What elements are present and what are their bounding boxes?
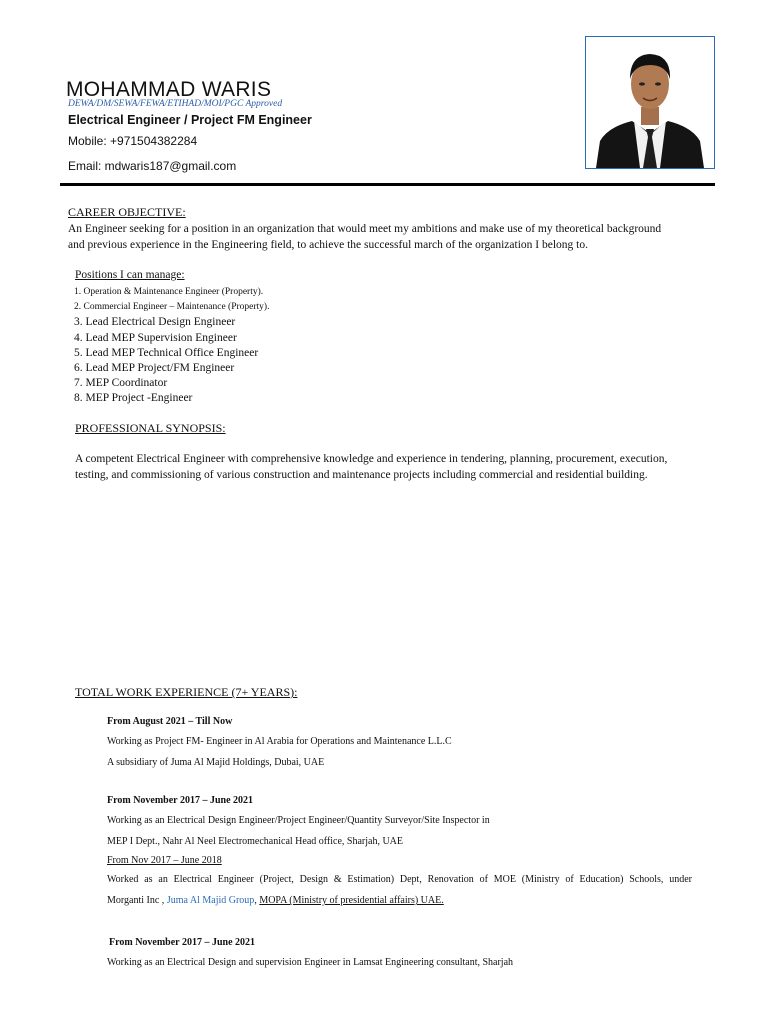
job-title: Electrical Engineer / Project FM Engineer — [68, 113, 312, 127]
positions-list — [74, 285, 269, 407]
synopsis-text — [75, 451, 725, 483]
job-description: MEP I Dept., Nahr Al Neel Electromechanical Head office, Sharjah, UAE — [107, 836, 404, 847]
profile-photo — [585, 36, 715, 169]
header-divider — [60, 183, 715, 186]
mopa-link[interactable]: MOPA (Ministry of presidential affairs) UAE. — [259, 895, 444, 906]
synopsis-heading: PROFESSIONAL SYNOPSIS: — [75, 421, 226, 435]
job-period: From November 2017 – June 2021 — [109, 937, 256, 948]
list-item: 8. MEP Project -Engineer — [74, 392, 193, 405]
job-sub-period: From Nov 2017 – June 2018 — [107, 855, 222, 866]
career-objective-heading: CAREER OBJECTIVE: — [68, 205, 186, 219]
career-objective-line: An Engineer seeking for a position in an organization that would meet my ambitions and make use of my theoretical background — [68, 223, 662, 235]
portrait-illustration — [586, 37, 714, 168]
job-period: From August 2021 – Till Now — [107, 716, 233, 727]
list-item: 5. Lead MEP Technical Office Engineer — [74, 346, 259, 359]
job-description: Working as Project FM- Engineer in Al Arabia for Operations and Maintenance L.L.C — [107, 736, 452, 747]
company-text: Morganti Inc , — [107, 895, 165, 906]
list-item: 4. Lead MEP Supervision Engineer — [74, 331, 237, 344]
synopsis-line: A competent Electrical Engineer with comprehensive knowledge and experience in tendering, planning, procurement, execution, — [75, 453, 668, 465]
list-item: 3. Lead Electrical Design Engineer — [74, 316, 236, 329]
job-description: Worked as an Electrical Engineer (Project, Design & Estimation) Dept, Renovation of MOE (Ministry of Education) Schools, under — [107, 874, 692, 885]
list-item: 6. Lead MEP Project/FM Engineer — [74, 362, 235, 375]
job-description — [107, 895, 444, 906]
job-description: Working as an Electrical Design and supervision Engineer in Lamsat Engineering consultant, Sharjah — [107, 957, 514, 968]
list-item: 1. Operation & Maintenance Engineer (Property). — [74, 287, 264, 297]
job-description: A subsidiary of Juma Al Majid Holdings, Dubai, UAE — [107, 757, 325, 768]
candidate-name: MOHAMMAD WARIS — [66, 78, 272, 101]
career-objective-text — [68, 221, 718, 253]
list-item: 2. Commercial Engineer – Maintenance (Property). — [74, 302, 270, 313]
experience-heading: TOTAL WORK EXPERIENCE (7+ YEARS): — [75, 685, 298, 699]
list-item: 7. MEP Coordinator — [74, 377, 168, 390]
positions-heading: Positions I can manage: — [75, 269, 185, 281]
email-address: Email: mdwaris187@gmail.com — [68, 159, 237, 173]
job-period: From November 2017 – June 2021 — [107, 795, 254, 806]
approvals-line: DEWA/DM/SEWA/FEWA/ETIHAD/MOI/PGC Approved — [68, 99, 283, 109]
mobile-number: Mobile: +971504382284 — [68, 134, 198, 148]
synopsis-line: testing, and commissioning of various construction and maintenance projects including commercial and residential building. — [75, 469, 648, 481]
career-objective-line: and previous experience in the Engineering field, to achieve the successful march of the organization I belong to. — [68, 239, 588, 251]
separator: , — [254, 895, 257, 906]
juma-al-majid-link[interactable]: Juma Al Majid Group — [166, 895, 255, 906]
job-description: Working as an Electrical Design Engineer/Project Engineer/Quantity Surveyor/Site Inspector in — [107, 815, 490, 826]
